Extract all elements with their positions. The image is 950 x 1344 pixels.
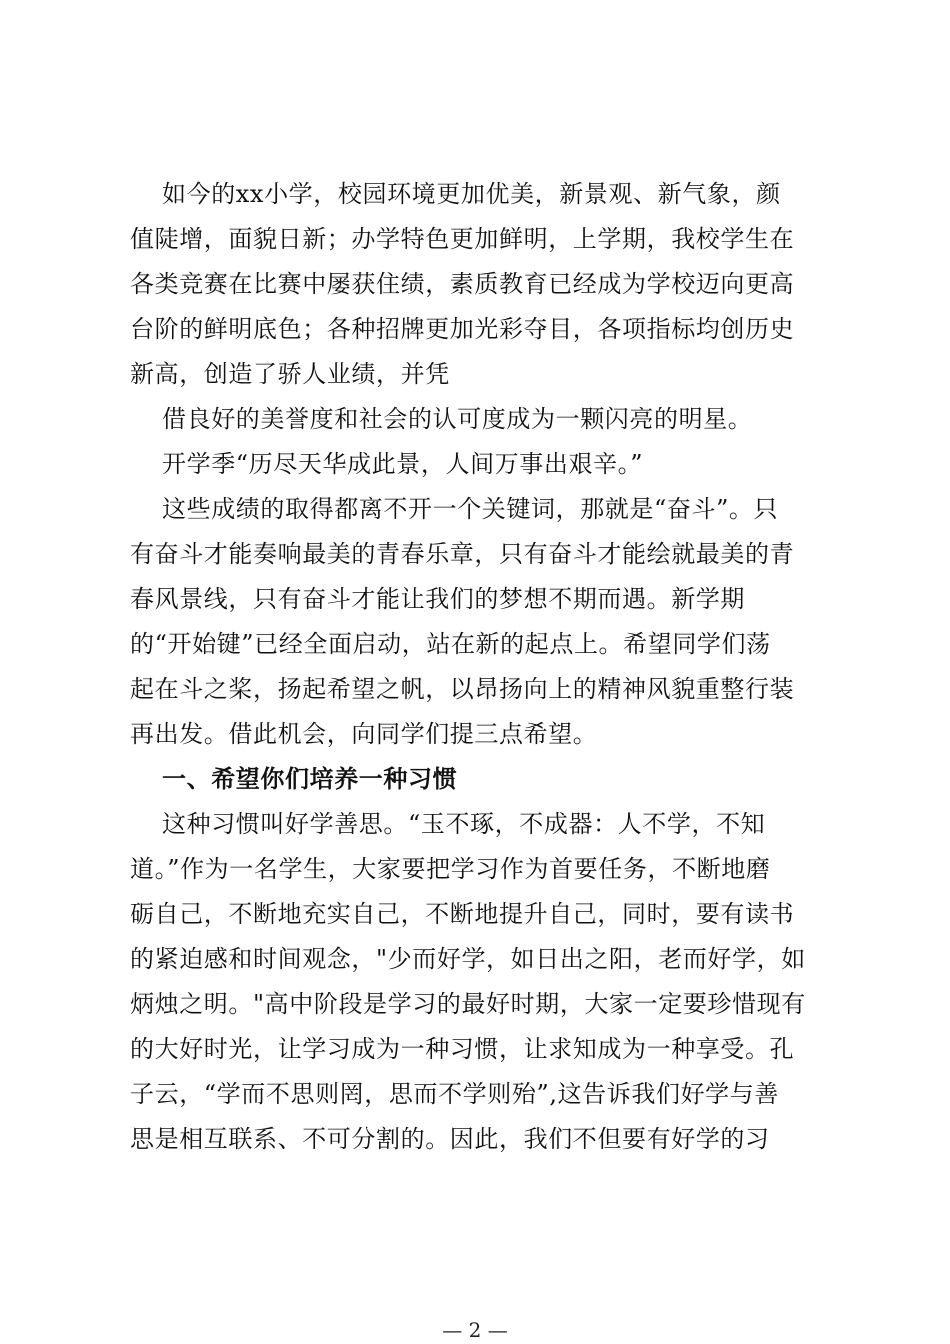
paragraph-line: 起在斗之桨，扬起希望之帆，以昂扬向上的精神风貌重整行装 bbox=[130, 675, 795, 703]
paragraph-line: 的紧迫感和时间观念，"少而好学，如日出之阳，老而好学，如 bbox=[130, 945, 806, 973]
paragraph-line: 春风景线，只有奋斗才能让我们的梦想不期而遇。新学期 bbox=[130, 585, 745, 613]
paragraph-line: 有奋斗才能奏响最美的青春乐章，只有奋斗才能绘就最美的青 bbox=[130, 540, 795, 568]
section-heading: 一、希望你们培养一种习惯 bbox=[162, 765, 458, 793]
paragraph-line: 各类竞赛在比赛中屡获住绩，素质教育已经成为学校迈向更高 bbox=[130, 270, 795, 298]
paragraph-line: 思是相互联系、不可分割的。因此，我们不但要有好学的习 bbox=[130, 1125, 770, 1153]
paragraph-line: 的大好时光，让学习成为一种习惯，让求知成为一种享受。孔 bbox=[130, 1035, 795, 1063]
paragraph-line: 道。”作为一名学生，大家要把学习作为首要任务，不断地磨 bbox=[130, 855, 771, 883]
paragraph-line: 再出发。借此机会，向同学们提三点希望。 bbox=[130, 720, 598, 748]
paragraph-line: 砺自己，不断地充实自己，不断地提升自己，同时，要有读书 bbox=[130, 900, 795, 928]
paragraph-line: 值陡增，面貌日新；办学特色更加鲜明，上学期，我校学生在 bbox=[130, 225, 795, 253]
paragraph-line: 如今的xx小学，校园环境更加优美，新景观、新气象，颜 bbox=[162, 180, 781, 208]
paragraph-line: 子云，“学而不思则罔，思而不学则殆”,这告诉我们好学与善 bbox=[130, 1080, 779, 1108]
paragraph-line: 这些成绩的取得都离不开一个关键词，那就是“奋斗”。只 bbox=[162, 495, 779, 523]
paragraph-line: 台阶的鲜明底色；各种招牌更加光彩夺目，各项指标均创历史 bbox=[130, 315, 795, 343]
paragraph-line: 这种习惯叫好学善思。“玉不琢，不成器：人不学，不知 bbox=[162, 810, 766, 838]
paragraph-line: 新高，创造了骄人业绩，并凭 bbox=[130, 360, 450, 388]
paragraph-line: 开学季“历尽天华成此景，人间万事出艰辛。” bbox=[162, 450, 644, 478]
page-number: — 2 — bbox=[442, 1318, 508, 1342]
paragraph-line: 炳烛之明。"高中阶段是学习的最好时期，大家一定要珍惜现有 bbox=[130, 990, 806, 1018]
paragraph-line: 借良好的美誉度和社会的认可度成为一颗闪亮的明星。 bbox=[162, 405, 753, 433]
paragraph-line: 的“开始键”已经全面启动，站在新的起点上。希望同学们荡 bbox=[130, 630, 771, 658]
